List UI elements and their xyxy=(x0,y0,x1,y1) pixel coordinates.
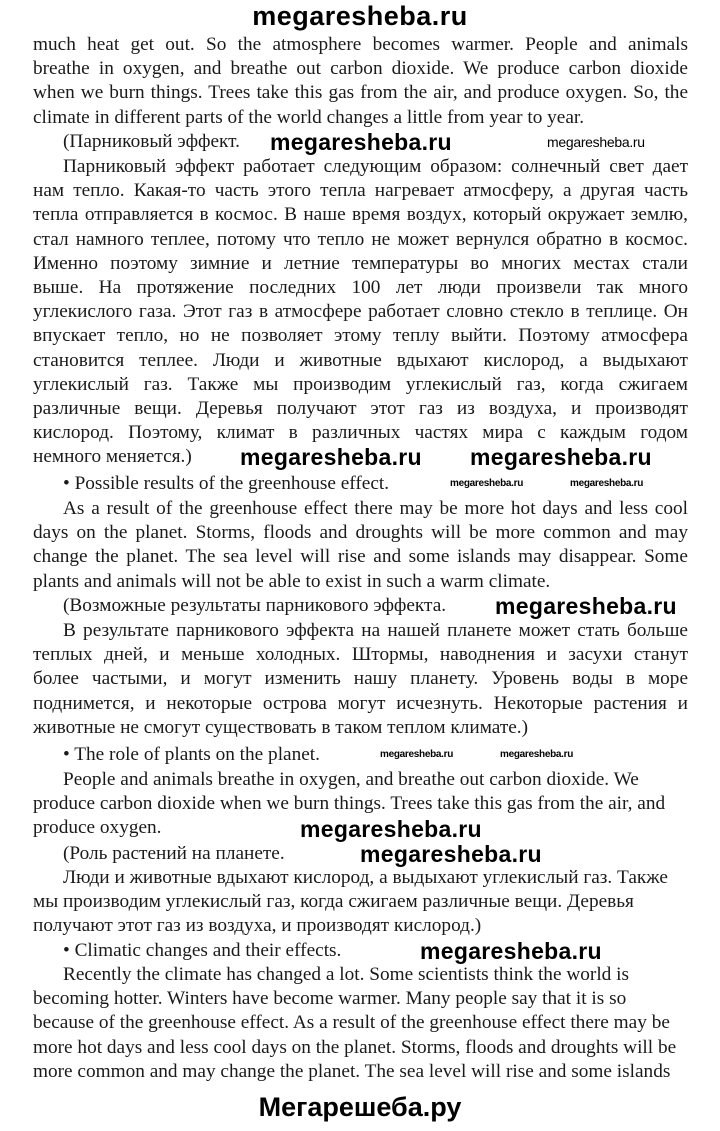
watermark: megaresheba.ru xyxy=(495,593,677,619)
watermark: megaresheba.ru xyxy=(547,134,645,150)
text-line: when we burn things. Trees take this gas from the air, and produce oxygen. So, the xyxy=(33,82,688,104)
watermark: megaresheba.ru xyxy=(300,816,482,842)
text-line: (Роль растений на планете. xyxy=(63,843,285,864)
paragraph xyxy=(33,866,688,939)
site-header: megaresheba.ru xyxy=(252,1,468,31)
paragraph xyxy=(33,497,688,594)
text-line: because of the greenhouse effect. As a result of the greenhouse effect there may be xyxy=(33,1012,670,1034)
paragraph xyxy=(33,963,688,1084)
text-line: Люди и животные вдыхают кислород, а выдыхают углекислый газ. Также xyxy=(63,867,668,888)
text-line: углекислый газ. Также мы производим углекислый газ, когда сжигаем xyxy=(33,373,688,395)
text-line: стал намного теплее, потому что тепло не может вернулся обратно в космос. xyxy=(33,228,688,250)
text-line: более частыми, и могут изменить нашу планету. Уровень воды в море xyxy=(33,668,688,690)
text-line: Recently the climate has changed a lot. Some scientists think the world is xyxy=(63,964,629,985)
text-line: • Possible results of the greenhouse effect. xyxy=(63,473,390,494)
text-line: углекислого газа. Этот газ в атмосфере работает словно стекло в теплице. Он xyxy=(33,301,688,323)
text-line: much heat get out. So the atmosphere becomes warmer. People and animals xyxy=(33,34,688,55)
watermark: megaresheba.ru xyxy=(270,129,452,155)
text-line: • Climatic changes and their effects. xyxy=(63,940,342,961)
site-footer: Мегарешеба.ру xyxy=(258,1092,462,1122)
text-line: тепла отправляется в космос. В наше время воздух, который окружает землю, xyxy=(33,204,688,226)
watermark: megaresheba.ru xyxy=(470,444,652,470)
watermark: megaresheba.ru xyxy=(380,749,454,760)
text-line: change the planet. The sea level will rise and some islands may disappear. Some xyxy=(33,546,688,568)
text-line: becoming hotter. Winters have become warmer. Many people say that it is so xyxy=(33,988,627,1010)
watermark: megaresheba.ru xyxy=(450,478,524,489)
text-line: (Парниковый эффект. xyxy=(63,131,240,152)
text-line: В результате парникового эффекта на нашей планете может стать больше xyxy=(63,620,688,641)
text-line: впускает тепло, но не позволяет этому теплу выйти. Поэтому атмосфера xyxy=(33,325,688,347)
watermark: megaresheba.ru xyxy=(360,841,542,867)
text-line: more common and may change the planet. The sea level will rise and some islands xyxy=(33,1060,671,1082)
text-line: (Возможные результаты парникового эффекта. xyxy=(63,595,447,616)
text-line: plants and animals will not be able to exist in such a warm climate. xyxy=(33,570,551,592)
text-line: produce oxygen. xyxy=(33,817,162,839)
text-line: Именно поэтому зимние и летние температуры во многих местах стали xyxy=(33,252,688,274)
text-line: немного меняется.) xyxy=(33,446,192,468)
watermark: megaresheba.ru xyxy=(420,938,602,964)
text-line: выше. На протяжение последних 100 лет люди произвели так много xyxy=(33,276,688,298)
text-line: получают этот газ из воздуха, и производят кислород.) xyxy=(33,915,482,937)
text-line: поднимется, и некоторые острова могут исчезнуть. Некоторые растения и xyxy=(33,692,688,714)
text-line: As a result of the greenhouse effect there may be more hot days and less cool xyxy=(63,498,688,519)
text-line: Парниковый эффект работает следующим образом: солнечный свет дает xyxy=(63,156,688,177)
text-line: мы производим углекислый газ, когда сжигаем различные вещи. Деревья xyxy=(33,891,634,913)
paragraph xyxy=(33,155,688,469)
text-line: становится теплее. Люди и животные вдыхают кислород, а выдыхают xyxy=(33,349,688,371)
text-line: животные не смогут существовать в таком теплом климате.) xyxy=(33,716,529,738)
text-line: • The role of plants on the planet. xyxy=(63,744,320,765)
watermark: megaresheba.ru xyxy=(570,478,644,489)
paragraph xyxy=(33,743,688,767)
text-line: People and animals breathe in oxygen, and breathe out carbon dioxide. We xyxy=(63,769,639,790)
text-line: различные вещи. Деревья получают этот газ из воздуха, и производят xyxy=(33,397,688,419)
paragraph xyxy=(33,619,688,740)
text-line: breathe in oxygen, and breathe out carbon dioxide. We produce carbon dioxide xyxy=(33,58,688,80)
text-line: теплых дней, и меньше холодных. Штормы, наводнения и засухи станут xyxy=(33,644,688,666)
text-line: climate in different parts of the world changes a little from year to year. xyxy=(33,106,585,128)
text-line: days on the planet. Storms, floods and droughts will be more common and may xyxy=(33,522,688,544)
text-line: more hot days and less cool days on the planet. Storms, floods and droughts will be xyxy=(33,1036,677,1058)
text-line: нам тепло. Какая-то часть этого тепла нагревает атмосферу, а другая часть xyxy=(33,180,688,202)
text-line: produce carbon dioxide when we burn things. Trees take this gas from the air, and xyxy=(33,793,666,815)
watermark: megaresheba.ru xyxy=(240,444,422,470)
text-line: кислород. Поэтому, климат в различных частях мира с каждым годом xyxy=(33,422,688,444)
watermark: megaresheba.ru xyxy=(500,749,574,760)
paragraph xyxy=(33,33,688,130)
